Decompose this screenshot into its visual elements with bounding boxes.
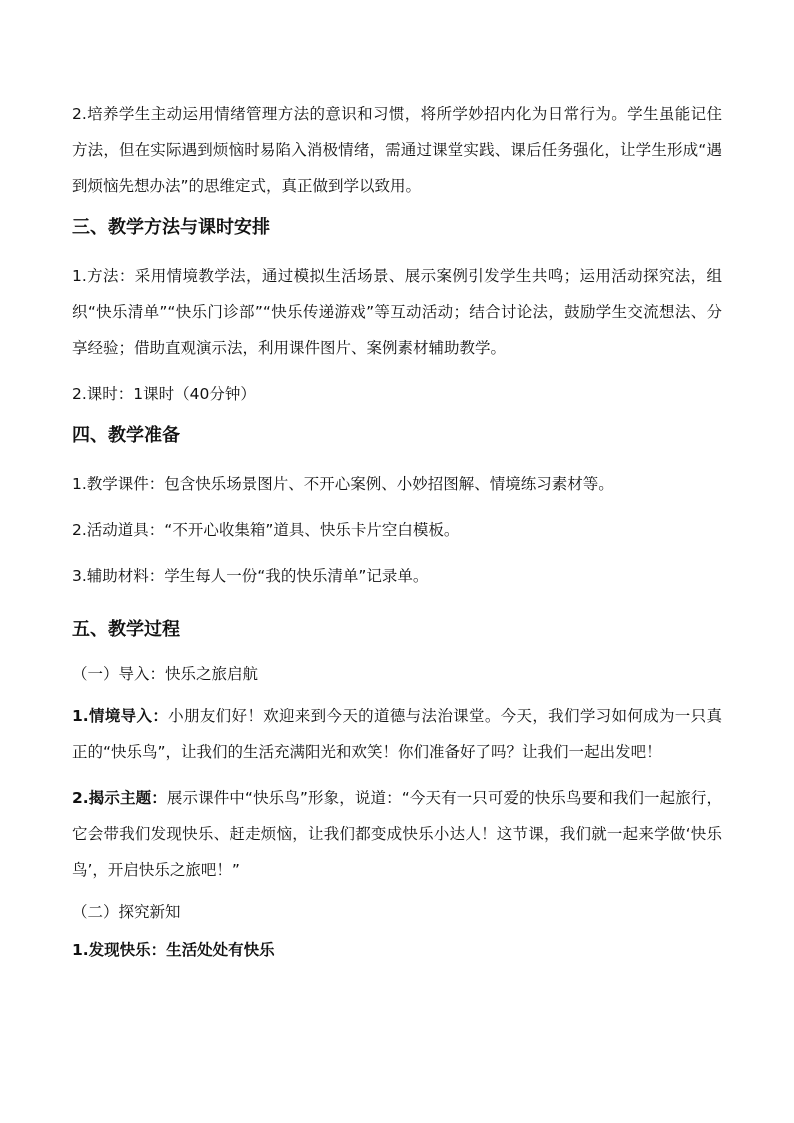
label-theme: 2.揭示主题： <box>72 789 167 807</box>
paragraph-methods: 1.方法：采用情境教学法，通过模拟生活场景、展示案例引发学生共鸣；运用活动探究法，组织“快乐清单”“快乐门诊部”“快乐传递游戏”等互动活动；结合讨论法，鼓励学生交流想法、分享经验；借助直观演示法，利用课件图片、案例素材辅助教学。 <box>72 267 722 357</box>
paragraph-class-hours: 2.课时：1课时（40分钟） <box>72 385 256 403</box>
paragraph-goal-2: 2.培养学生主动运用情绪管理方法的意识和习惯，将所学妙招内化为日常行为。学生虽能记住方法，但在实际遇到烦恼时易陷入消极情绪，需通过课堂实践、课后任务强化，让学生形成“遇到烦恼先想办法”的思维定式，真正做到学以致用。 <box>72 105 722 195</box>
paragraph-prep-props: 2.活动道具：“不开心收集箱”道具、快乐卡片空白模板。 <box>72 521 460 539</box>
paragraph-prep-courseware: 1.教学课件：包含快乐场景图片、不开心案例、小妙招图解、情境练习素材等。 <box>72 475 614 493</box>
text-theme: 展示课件中“快乐鸟”形象，说道：“今天有一只可爱的快乐鸟要和我们一起旅行，它会带我们发现快乐、赶走烦恼，让我们都变成快乐小达人！这节课，我们就一起来学做‘快乐鸟’，开启快乐之旅吧！” <box>72 789 722 879</box>
section-heading-methods: 三、教学方法与课时安排 <box>72 217 270 238</box>
item-discover-happiness: 1.发现快乐：生活处处有快乐 <box>72 941 275 959</box>
document-page <box>72 96 722 964</box>
section-heading-preparation: 四、教学准备 <box>72 425 180 446</box>
paragraph-intro-theme <box>72 780 722 888</box>
paragraph-prep-materials: 3.辅助材料：学生每人一份“我的快乐清单”记录单。 <box>72 567 429 585</box>
subheading-introduction: （一）导入：快乐之旅启航 <box>72 665 259 683</box>
text-scenario: 小朋友们好！欢迎来到今天的道德与法治课堂。今天，我们学习如何成为一只真正的“快乐鸟”，让我们的生活充满阳光和欢笑！你们准备好了吗？让我们一起出发吧！ <box>72 707 722 761</box>
label-scenario: 1.情境导入： <box>72 707 169 725</box>
paragraph-intro-scenario <box>72 698 722 770</box>
section-heading-process: 五、教学过程 <box>72 619 180 640</box>
subheading-explore: （二）探究新知 <box>72 903 181 921</box>
